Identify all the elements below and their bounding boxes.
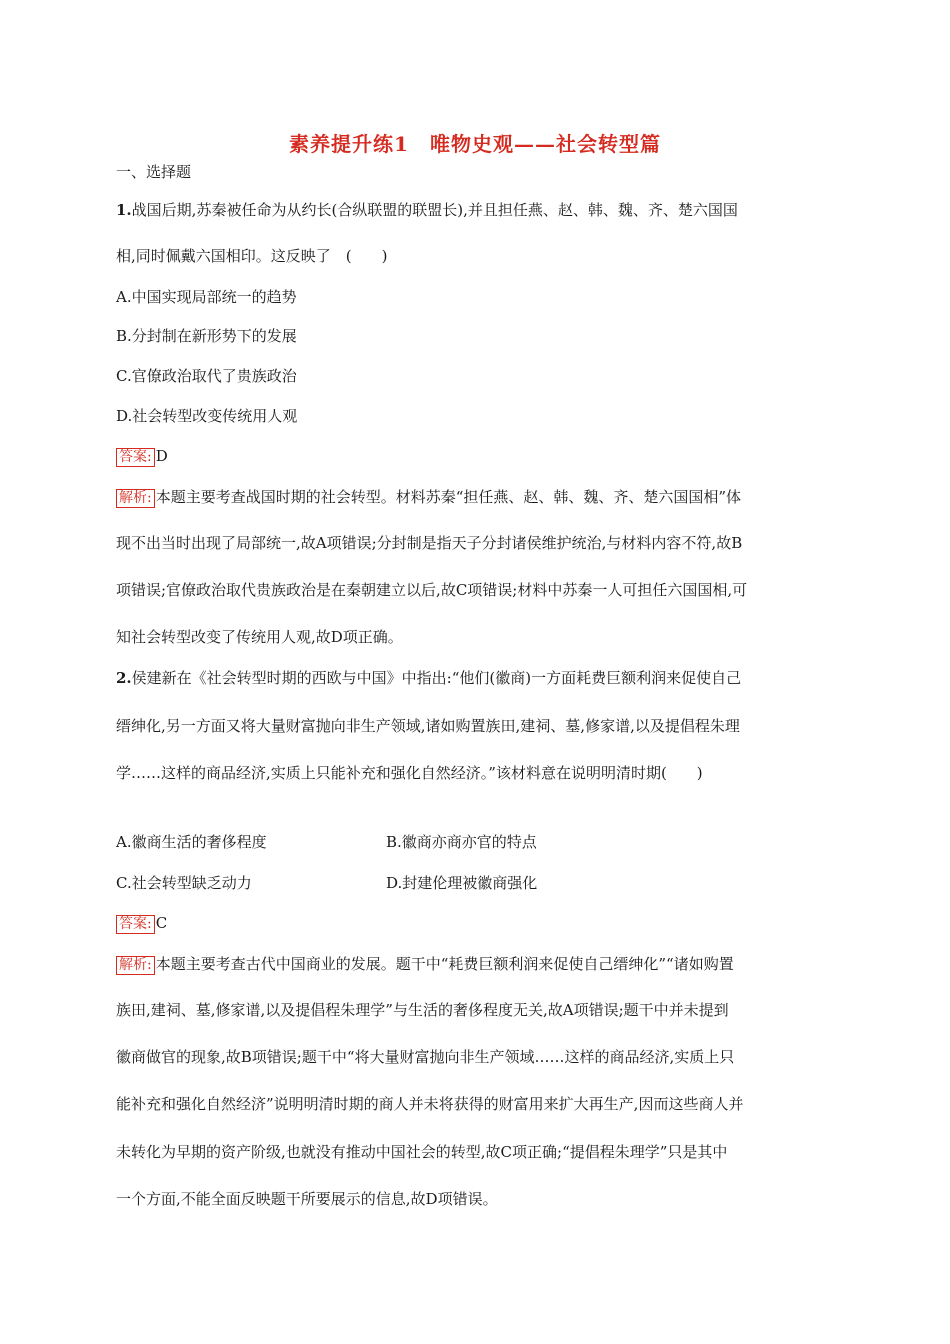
q1-option-d: D.社会转型改变传统用人观 [116, 407, 298, 425]
page-title: 素养提升练1 唯物史观——社会转型篇 [289, 132, 661, 156]
q2-option-c: C.社会转型缺乏动力 [116, 874, 252, 892]
q2-analysis-line-5: 未转化为早期的资产阶级,也就没有推动中国社会的转型,故C项正确;“提倡程朱理学”只是其中 [116, 1143, 728, 1161]
q2-stem-text-1: 侯建新在《社会转型时期的西欧与中国》中指出:“他们(徽商)一方面耗费巨额利润来促使自己 [131, 669, 742, 687]
q1-stem-line-2: 相,同时佩戴六国相印。这反映了 ( ) [116, 247, 388, 265]
q2-stem-line-3: 学……这样的商品经济,实质上只能补充和强化自然经济。”该材料意在说明明清时期( ) [116, 764, 703, 782]
q1-analysis-line-2: 现不出当时出现了局部统一,故A项错误;分封制是指天子分封诸侯维护统治,与材料内容不符,故B [116, 534, 743, 552]
q2-analysis-line-4: 能补充和强化自然经济”说明明清时期的商人并未将获得的财富用来扩大再生产,因而这些商人并 [116, 1095, 744, 1113]
q2-answer-row [116, 913, 167, 934]
q2-stem-line-2: 缙绅化,另一方面又将大量财富抛向非生产领域,诸如购置族田,建祠、墓,修家谱,以及提倡程朱理 [116, 717, 740, 735]
q2-option-a: A.徽商生活的奢侈程度 [116, 833, 267, 851]
q1-option-b: B.分封制在新形势下的发展 [116, 327, 297, 345]
q2-analysis-line-2: 族田,建祠、墓,修家谱,以及提倡程朱理学”与生活的奢侈程度无关,故A项错误;题干中并未提到 [116, 1001, 729, 1019]
q1-option-c: C.官僚政治取代了贵族政治 [116, 367, 297, 385]
q2-answer-value: C [155, 914, 168, 932]
q1-answer-value: D [155, 447, 168, 465]
q1-stem-text-1: 战国后期,苏秦被任命为从约长(合纵联盟的联盟长),并且担任燕、赵、韩、魏、齐、楚六国国 [131, 201, 738, 219]
q2-analysis-line-1 [116, 954, 734, 975]
q1-analysis-text-1: 本题主要考查战国时期的社会转型。材料苏秦“担任燕、赵、韩、魏、齐、楚六国国相”体 [155, 488, 742, 506]
q2-analysis-line-3: 徽商做官的现象,故B项错误;题干中“将大量财富抛向非生产领域……这样的商品经济,实质上只 [116, 1048, 735, 1066]
q1-analysis-line-3: 项错误;官僚政治取代贵族政治是在秦朝建立以后,故C项错误;材料中苏秦一人可担任六国国相,可 [116, 581, 748, 599]
q2-option-b: B.徽商亦商亦官的特点 [386, 833, 537, 851]
q1-option-a: A.中国实现局部统一的趋势 [116, 288, 297, 306]
q1-answer-row [116, 446, 168, 467]
q1-number: 1. [116, 201, 132, 219]
q1-analysis-line-1 [116, 487, 741, 508]
q2-number: 2. [116, 669, 132, 687]
q2-analysis-line-6: 一个方面,不能全面反映题干所要展示的信息,故D项错误。 [116, 1190, 498, 1208]
analysis-tag: 解析: [116, 489, 155, 508]
section-heading: 一、选择题 [116, 163, 192, 181]
q2-stem-line-1 [116, 668, 741, 688]
q1-analysis-line-4: 知社会转型改变了传统用人观,故D项正确。 [116, 628, 403, 646]
q1-stem-line-1 [116, 200, 738, 220]
q2-option-d: D.封建伦理被徽商强化 [386, 874, 538, 892]
analysis-tag: 解析: [116, 956, 155, 975]
answer-tag: 答案: [116, 448, 155, 467]
answer-tag: 答案: [116, 915, 155, 934]
q2-analysis-text-1: 本题主要考查古代中国商业的发展。题干中“耗费巨额利润来促使自己缙绅化”“诸如购置 [155, 955, 734, 973]
